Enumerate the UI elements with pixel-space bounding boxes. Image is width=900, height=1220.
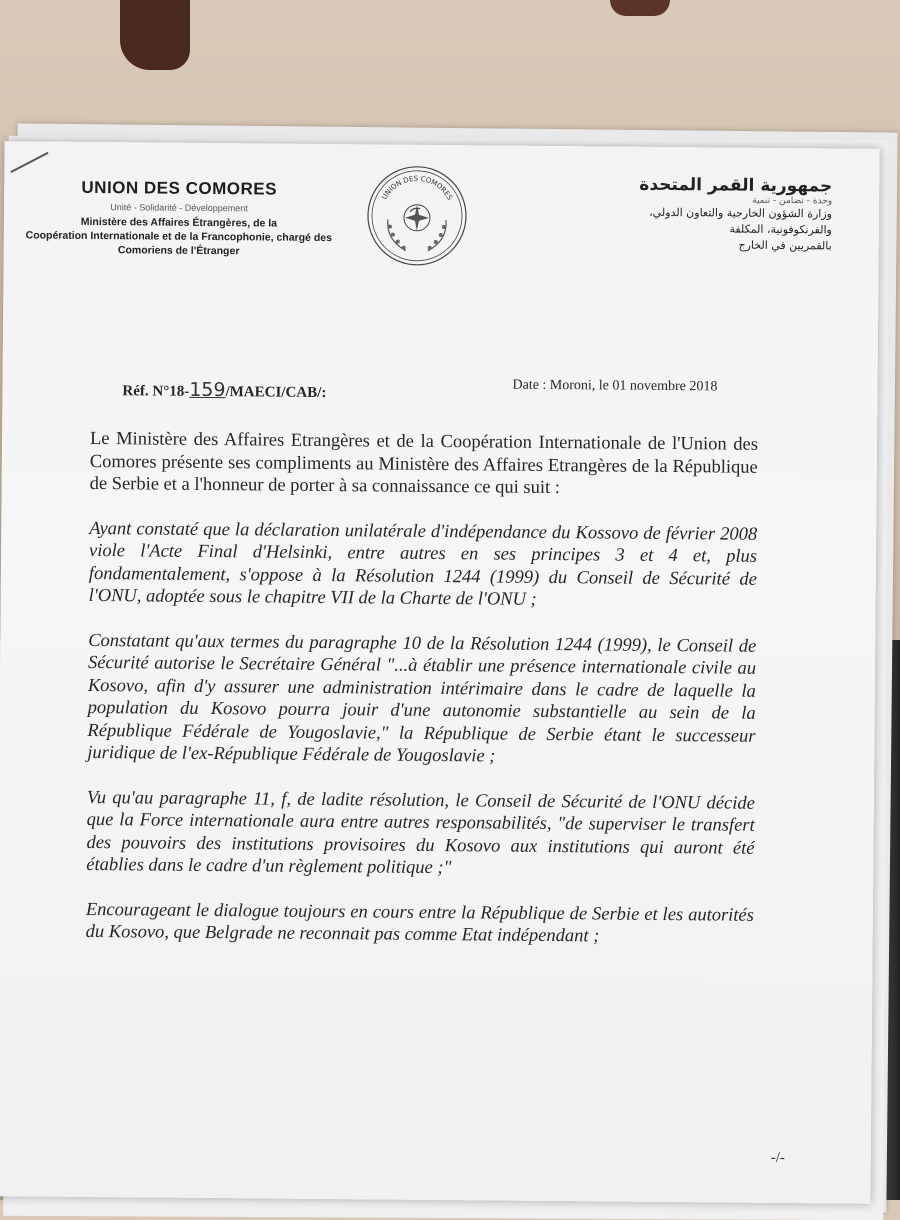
motto: Unité - Solidarité - Développement xyxy=(110,202,248,214)
arabic-motto: وحدة - تضامن - تنمية xyxy=(752,195,833,207)
page-continuation-mark: -/- xyxy=(770,1149,786,1167)
reference-prefix: Réf. N°18- xyxy=(122,383,190,400)
arabic-ministry-line: والفرنكوفونية، المكلفة xyxy=(729,222,832,237)
reference-suffix: /MAECI/CAB/: xyxy=(225,384,327,402)
ministry-line: Comoriens de l'Étranger xyxy=(117,244,240,258)
org-name: UNION DES COMORES xyxy=(81,177,278,199)
arabic-ministry-line: بالقمريين في الخارج xyxy=(738,238,832,253)
letterhead-left xyxy=(14,177,345,259)
ministry-line: Coopération Internationale et de la Francophonie, chargé des xyxy=(25,229,332,245)
letter-date: Date : Moroni, le 01 novembre 2018 xyxy=(512,377,718,395)
paragraph: Vu qu'au paragraphe 11, f, de ladite résolution, le Conseil de Sécurité de l'ONU décide que la Force internationale aura entre autres responsabilités, "de superviser le transfert des pouvoirs des institutions provisoires du Kosovo aux institutions qui auront été établies dans le cadre d'un règlement politique ;" xyxy=(86,787,755,879)
reference-number xyxy=(122,378,326,402)
paragraph: Encourageant le dialogue toujours en cours entre la République de Serbie et les autorités du Kosovo, que Belgrade ne reconnait pas comme Etat indépendant ; xyxy=(85,899,754,947)
arabic-ministry-line: وزارة الشؤون الخارجية والتعاون الدولي، xyxy=(649,205,833,221)
paragraph-intro: Le Ministère des Affaires Etrangères et de la Coopération Internationale de l'Union des Comores présente ses compliments au Ministère des Affaires Etrangères de la République de Serbie et a l'honneur de porter à sa connaissance ce qui suit : xyxy=(89,428,759,499)
document-page xyxy=(0,141,880,1204)
letter-body xyxy=(85,428,758,971)
letterhead-right-arabic xyxy=(492,173,833,254)
handwritten-number: 159 xyxy=(189,378,226,402)
background-object-2 xyxy=(610,0,670,16)
ministry-name xyxy=(14,214,344,259)
ministry-line: Ministère des Affaires Étrangères, de la xyxy=(80,215,278,230)
pencil-mark xyxy=(10,152,48,173)
background-object xyxy=(120,0,190,70)
paragraph: Constatant qu'aux termes du paragraphe 10 de la Résolution 1244 (1999), le Conseil de Sécurité autorise le Secrétaire Général "...à établir une présence internationale civile au Kosovo, afin d'y assurer une administration intérimaire dans le cadre de laquelle la population du Kosovo pourra jouir d'une autonomie substantielle au sein de la République Fédérale de Yougoslavie," la République de Serbie étant le successeur juridique de l'ex-République Fédérale de Yougoslavie ; xyxy=(87,630,757,767)
paragraph: Ayant constaté que la déclaration unilatérale d'indépendance du Kossovo de février 2008 viole l'Acte Final d'Helsinki, entre autres en ses principes 3 et 4 et, plus fondamentalement, s'oppose à la Résolution 1244 (1999) du Conseil de Sécurité de l'ONU, adoptée sous le chapitre VII de la Charte de l'ONU ; xyxy=(88,518,758,610)
arabic-title: جمهورية القمر المتحدة xyxy=(639,174,833,197)
seal-emblem-icon xyxy=(366,164,469,267)
seal-text: UNION DES COMORES xyxy=(380,174,454,202)
